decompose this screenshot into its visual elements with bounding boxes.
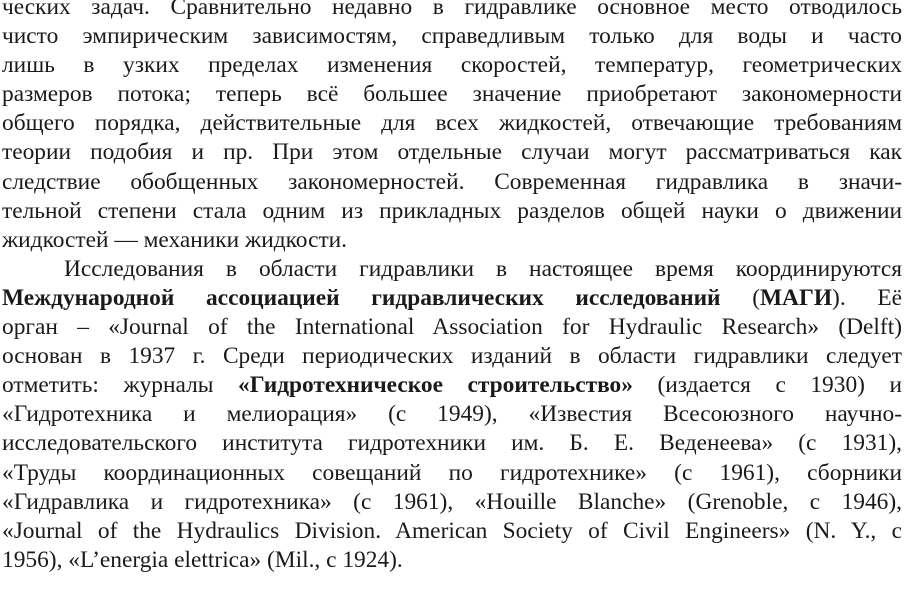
text-fragment: ( xyxy=(720,284,760,311)
text-line: жидкостей — механики жидкости. xyxy=(2,226,348,253)
text-line: теории подобия и пр. При этом отдельные случаи могут рассматриваться как xyxy=(2,139,902,166)
text-line: следствие обобщенных закономерностей. Современная гидравлика в значи- xyxy=(2,168,902,195)
text-fragment: (издается с 1930) и xyxy=(632,372,902,399)
paragraph-1 xyxy=(2,0,902,255)
text-line: 1956), «L’energia elettrica» (Mil., с 1924). xyxy=(2,546,403,573)
text-block xyxy=(2,0,902,575)
journal-title-bold: «Гидротехническое строительство» xyxy=(238,372,633,399)
organization-name-bold: Международной ассоциацией гидравлических исследований xyxy=(2,284,721,311)
text-fragment: отметить: журналы xyxy=(2,372,239,399)
organization-abbr-bold: МАГИ xyxy=(759,284,833,311)
text-line xyxy=(2,371,902,400)
text-line: «Труды координационных совещаний по гидротехнике» (с 1961), сборники xyxy=(2,459,902,486)
text-line: чисто эмпирическим зависимостям, справедливым только для воды и часто xyxy=(2,23,902,50)
text-line xyxy=(2,284,902,313)
text-line: основан в 1937 г. Среди периодических изданий в области гидравлики следует xyxy=(2,343,902,370)
text-line: общего порядка, действительные для всех жидкостей, отвечающие требованиям xyxy=(2,110,902,137)
text-fragment: ). Её xyxy=(832,284,903,311)
text-line: тельной степени стала одним из прикладных разделов общей науки о движении xyxy=(2,197,902,224)
text-line: исследовательского института гидротехники им. Б. Е. Веденеева» (с 1931), xyxy=(2,430,902,457)
paragraph-2 xyxy=(2,255,902,575)
text-line: «Journal of the Hydraulics Division. American Society of Civil Engineers» (N. Y., с xyxy=(2,517,902,544)
text-line: орган – «Journal of the International Association for Hydraulic Research» (Delft) xyxy=(2,314,902,341)
text-line: Исследования в области гидравлики в настоящее время координируются xyxy=(64,255,902,282)
text-line: «Гидравлика и гидротехника» (с 1961), «Houille Blanche» (Grenoble, с 1946), xyxy=(2,488,902,515)
text-line: «Гидротехника и мелиорация» (с 1949), «Известия Всесоюзного научно- xyxy=(2,401,902,428)
text-line: лишь в узких пределах изменения скоростей, температур, геометрических xyxy=(2,52,902,79)
text-line: размеров потока; теперь всё большее значение приобретают закономерности xyxy=(2,81,902,108)
text-line: ческих задач. Сравнительно недавно в гидравлике основное место отводилось xyxy=(2,0,902,20)
